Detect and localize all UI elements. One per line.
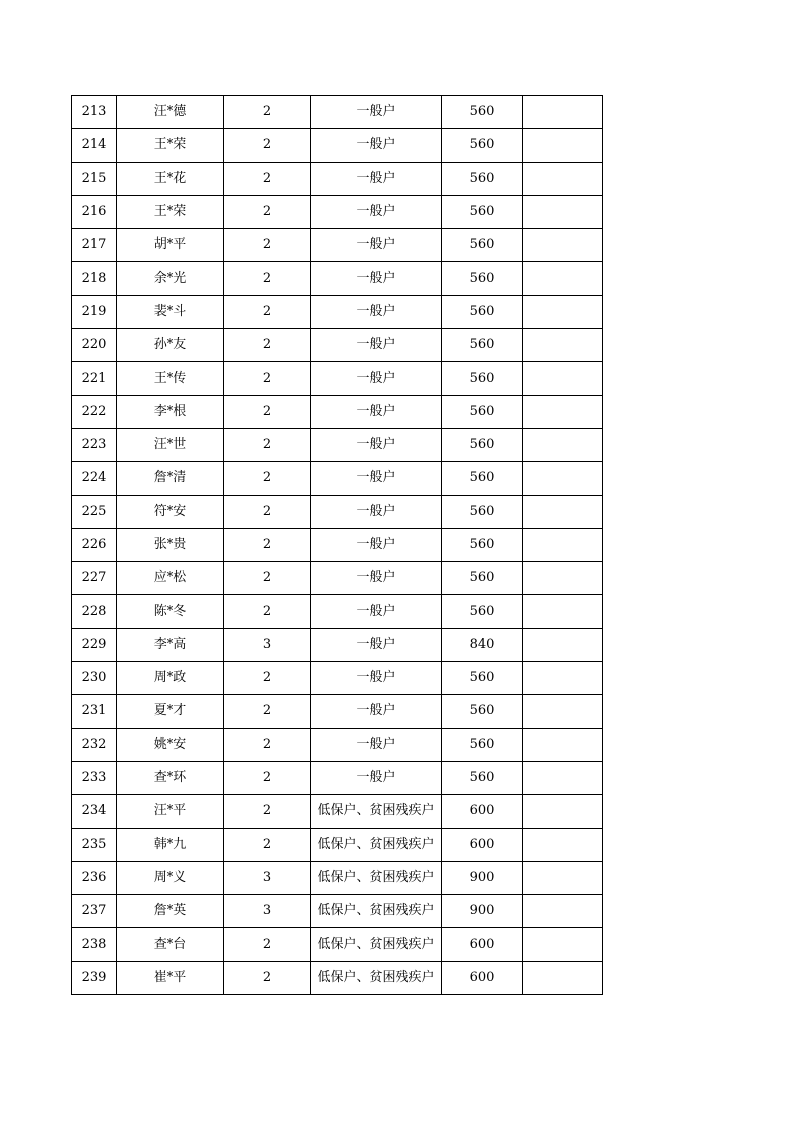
table-row — [72, 462, 603, 495]
row-number-cell: 225 — [72, 495, 117, 528]
row-number-cell: 223 — [72, 428, 117, 461]
note-cell — [523, 595, 603, 628]
amount-cell: 560 — [442, 462, 523, 495]
household-type-cell: 一般户 — [311, 96, 442, 129]
amount-cell: 560 — [442, 96, 523, 129]
amount-cell: 560 — [442, 428, 523, 461]
note-cell — [523, 162, 603, 195]
table-row — [72, 96, 603, 129]
amount-cell: 560 — [442, 528, 523, 561]
household-type-cell: 低保户、贫困残疾户 — [311, 861, 442, 894]
household-type-cell: 一般户 — [311, 662, 442, 695]
name-cell: 胡*平 — [117, 229, 224, 262]
person-count-cell: 2 — [224, 129, 311, 162]
table-body — [72, 96, 603, 995]
row-number-cell: 222 — [72, 395, 117, 428]
name-cell: 王*荣 — [117, 195, 224, 228]
amount-cell: 560 — [442, 662, 523, 695]
name-cell: 陈*冬 — [117, 595, 224, 628]
note-cell — [523, 295, 603, 328]
amount-cell: 560 — [442, 362, 523, 395]
name-cell: 符*安 — [117, 495, 224, 528]
name-cell: 李*根 — [117, 395, 224, 428]
name-cell: 应*松 — [117, 562, 224, 595]
amount-cell: 840 — [442, 628, 523, 661]
note-cell — [523, 362, 603, 395]
amount-cell: 600 — [442, 795, 523, 828]
row-number-cell: 237 — [72, 895, 117, 928]
name-cell: 周*义 — [117, 861, 224, 894]
person-count-cell: 2 — [224, 961, 311, 994]
note-cell — [523, 795, 603, 828]
household-type-cell: 一般户 — [311, 528, 442, 561]
name-cell: 汪*平 — [117, 795, 224, 828]
table-row — [72, 195, 603, 228]
row-number-cell: 216 — [72, 195, 117, 228]
name-cell: 余*光 — [117, 262, 224, 295]
note-cell — [523, 229, 603, 262]
table-row — [72, 229, 603, 262]
row-number-cell: 214 — [72, 129, 117, 162]
household-type-cell: 一般户 — [311, 195, 442, 228]
note-cell — [523, 961, 603, 994]
household-table — [71, 95, 603, 995]
person-count-cell: 2 — [224, 195, 311, 228]
note-cell — [523, 761, 603, 794]
note-cell — [523, 329, 603, 362]
row-number-cell: 226 — [72, 528, 117, 561]
row-number-cell: 229 — [72, 628, 117, 661]
person-count-cell: 3 — [224, 628, 311, 661]
person-count-cell: 2 — [224, 262, 311, 295]
note-cell — [523, 828, 603, 861]
person-count-cell: 2 — [224, 96, 311, 129]
table-row — [72, 928, 603, 961]
household-type-cell: 一般户 — [311, 595, 442, 628]
note-cell — [523, 129, 603, 162]
amount-cell: 560 — [442, 728, 523, 761]
person-count-cell: 2 — [224, 828, 311, 861]
person-count-cell: 2 — [224, 295, 311, 328]
person-count-cell: 2 — [224, 928, 311, 961]
table-row — [72, 628, 603, 661]
household-type-cell: 低保户、贫困残疾户 — [311, 795, 442, 828]
name-cell: 周*政 — [117, 662, 224, 695]
row-number-cell: 224 — [72, 462, 117, 495]
table-row — [72, 828, 603, 861]
household-type-cell: 一般户 — [311, 428, 442, 461]
person-count-cell: 2 — [224, 329, 311, 362]
name-cell: 查*台 — [117, 928, 224, 961]
row-number-cell: 228 — [72, 595, 117, 628]
person-count-cell: 2 — [224, 362, 311, 395]
amount-cell: 900 — [442, 861, 523, 894]
amount-cell: 560 — [442, 295, 523, 328]
amount-cell: 900 — [442, 895, 523, 928]
row-number-cell: 230 — [72, 662, 117, 695]
row-number-cell: 234 — [72, 795, 117, 828]
table-row — [72, 761, 603, 794]
row-number-cell: 235 — [72, 828, 117, 861]
name-cell: 詹*英 — [117, 895, 224, 928]
row-number-cell: 218 — [72, 262, 117, 295]
note-cell — [523, 728, 603, 761]
note-cell — [523, 462, 603, 495]
note-cell — [523, 395, 603, 428]
table-row — [72, 262, 603, 295]
household-type-cell: 一般户 — [311, 295, 442, 328]
table-row — [72, 961, 603, 994]
table-row — [72, 362, 603, 395]
row-number-cell: 219 — [72, 295, 117, 328]
note-cell — [523, 861, 603, 894]
person-count-cell: 2 — [224, 562, 311, 595]
note-cell — [523, 428, 603, 461]
row-number-cell: 238 — [72, 928, 117, 961]
name-cell: 詹*清 — [117, 462, 224, 495]
row-number-cell: 239 — [72, 961, 117, 994]
name-cell: 孙*友 — [117, 329, 224, 362]
note-cell — [523, 495, 603, 528]
household-type-cell: 一般户 — [311, 628, 442, 661]
row-number-cell: 236 — [72, 861, 117, 894]
person-count-cell: 2 — [224, 162, 311, 195]
person-count-cell: 2 — [224, 728, 311, 761]
amount-cell: 560 — [442, 395, 523, 428]
household-type-cell: 一般户 — [311, 695, 442, 728]
household-type-cell: 低保户、贫困残疾户 — [311, 961, 442, 994]
table-row — [72, 129, 603, 162]
table-row — [72, 162, 603, 195]
person-count-cell: 2 — [224, 395, 311, 428]
household-type-cell: 低保户、贫困残疾户 — [311, 895, 442, 928]
table-row — [72, 562, 603, 595]
amount-cell: 560 — [442, 695, 523, 728]
note-cell — [523, 928, 603, 961]
person-count-cell: 2 — [224, 229, 311, 262]
row-number-cell: 221 — [72, 362, 117, 395]
amount-cell: 600 — [442, 828, 523, 861]
person-count-cell: 2 — [224, 528, 311, 561]
table-row — [72, 595, 603, 628]
name-cell: 张*贵 — [117, 528, 224, 561]
row-number-cell: 231 — [72, 695, 117, 728]
amount-cell: 560 — [442, 595, 523, 628]
amount-cell: 560 — [442, 562, 523, 595]
household-type-cell: 一般户 — [311, 362, 442, 395]
household-type-cell: 低保户、贫困残疾户 — [311, 928, 442, 961]
household-type-cell: 一般户 — [311, 761, 442, 794]
name-cell: 韩*九 — [117, 828, 224, 861]
note-cell — [523, 262, 603, 295]
amount-cell: 600 — [442, 961, 523, 994]
name-cell: 李*高 — [117, 628, 224, 661]
person-count-cell: 3 — [224, 895, 311, 928]
table-row — [72, 795, 603, 828]
row-number-cell: 233 — [72, 761, 117, 794]
person-count-cell: 2 — [224, 462, 311, 495]
household-type-cell: 低保户、贫困残疾户 — [311, 828, 442, 861]
name-cell: 王*传 — [117, 362, 224, 395]
amount-cell: 560 — [442, 761, 523, 794]
table-row — [72, 662, 603, 695]
table-row — [72, 495, 603, 528]
household-type-cell: 一般户 — [311, 329, 442, 362]
note-cell — [523, 195, 603, 228]
table-row — [72, 428, 603, 461]
household-type-cell: 一般户 — [311, 495, 442, 528]
amount-cell: 560 — [442, 129, 523, 162]
name-cell: 汪*德 — [117, 96, 224, 129]
name-cell: 崔*平 — [117, 961, 224, 994]
table-row — [72, 329, 603, 362]
household-type-cell: 一般户 — [311, 462, 442, 495]
note-cell — [523, 528, 603, 561]
household-type-cell: 一般户 — [311, 162, 442, 195]
name-cell: 姚*安 — [117, 728, 224, 761]
household-type-cell: 一般户 — [311, 395, 442, 428]
row-number-cell: 232 — [72, 728, 117, 761]
name-cell: 裴*斗 — [117, 295, 224, 328]
person-count-cell: 2 — [224, 595, 311, 628]
row-number-cell: 217 — [72, 229, 117, 262]
note-cell — [523, 662, 603, 695]
note-cell — [523, 695, 603, 728]
name-cell: 王*荣 — [117, 129, 224, 162]
table-row — [72, 695, 603, 728]
name-cell: 王*花 — [117, 162, 224, 195]
person-count-cell: 2 — [224, 761, 311, 794]
amount-cell: 560 — [442, 495, 523, 528]
name-cell: 夏*才 — [117, 695, 224, 728]
table-row — [72, 395, 603, 428]
row-number-cell: 215 — [72, 162, 117, 195]
person-count-cell: 2 — [224, 428, 311, 461]
name-cell: 汪*世 — [117, 428, 224, 461]
row-number-cell: 227 — [72, 562, 117, 595]
amount-cell: 560 — [442, 329, 523, 362]
table-row — [72, 728, 603, 761]
row-number-cell: 220 — [72, 329, 117, 362]
amount-cell: 560 — [442, 195, 523, 228]
household-type-cell: 一般户 — [311, 562, 442, 595]
person-count-cell: 2 — [224, 662, 311, 695]
amount-cell: 560 — [442, 229, 523, 262]
table-row — [72, 895, 603, 928]
note-cell — [523, 562, 603, 595]
note-cell — [523, 895, 603, 928]
row-number-cell: 213 — [72, 96, 117, 129]
household-type-cell: 一般户 — [311, 728, 442, 761]
person-count-cell: 2 — [224, 495, 311, 528]
household-type-cell: 一般户 — [311, 262, 442, 295]
person-count-cell: 3 — [224, 861, 311, 894]
note-cell — [523, 628, 603, 661]
amount-cell: 560 — [442, 162, 523, 195]
table-row — [72, 861, 603, 894]
table-row — [72, 528, 603, 561]
name-cell: 查*环 — [117, 761, 224, 794]
household-type-cell: 一般户 — [311, 129, 442, 162]
amount-cell: 560 — [442, 262, 523, 295]
household-type-cell: 一般户 — [311, 229, 442, 262]
person-count-cell: 2 — [224, 795, 311, 828]
person-count-cell: 2 — [224, 695, 311, 728]
table-row — [72, 295, 603, 328]
amount-cell: 600 — [442, 928, 523, 961]
note-cell — [523, 96, 603, 129]
